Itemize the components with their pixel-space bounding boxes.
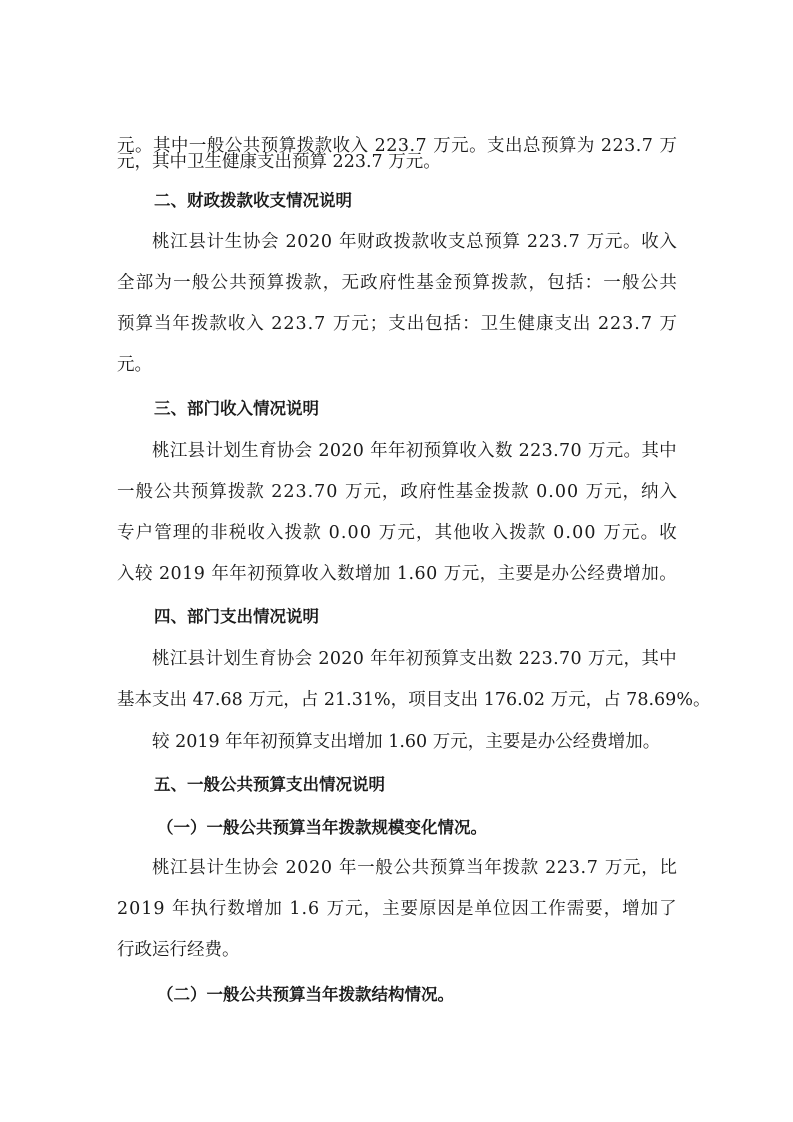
section-heading: 二、财政拨款收支情况说明 <box>154 191 352 210</box>
paragraph-line: 桃 江 县 计 划 生 育 协 会 2 0 2 0 年 年 初 预 算 支 出 数 2 2 3 . 7 0 万 元 ， 其 中 <box>152 649 677 669</box>
paragraph-line: 桃 江 县 计 划 生 育 协 会 2 0 2 0 年 年 初 预 算 收 入 数 2 2 3 . 7 0 万 元 。 其 中 <box>152 441 677 461</box>
section-heading: 三、部门收入情况说明 <box>154 399 319 418</box>
paragraph-line: 基 本 支 出 4 7 . 6 8 万 元 ， 占 2 1 . 3 1 % ， 项 目 支 出 1 7 6 . 0 2 万 元 ， 占 7 8 . 6 9 % 。 <box>117 690 711 710</box>
paragraph-line: 全 部 为 一 般 公 共 预 算 拨 款 ， 无 政 府 性 基 金 预 算 拨 款 ， 包 括 ： 一 般 公 共 <box>117 273 677 293</box>
section-heading: 四、部门支出情况说明 <box>154 607 319 626</box>
subsection-heading: （二）一般公共预算当年拨款结构情况。 <box>157 985 454 1004</box>
paragraph-line: 专 户 管 理 的 非 税 收 入 拨 款 0 . 0 0 万 元 ， 其 他 收 入 拨 款 0 . 0 0 万 元 。 收 <box>117 523 677 543</box>
paragraph-line: 行政运行经费。 <box>117 940 240 960</box>
subsection-heading: （一）一般公共预算当年拨款规模变化情况。 <box>157 818 487 837</box>
paragraph-line: 桃 江 县 计 生 协 会 2 0 2 0 年 一 般 公 共 预 算 当 年 拨 款 2 2 3 . 7 万 元 ， 比 <box>152 858 677 878</box>
paragraph-line: 一 般 公 共 预 算 拨 款 2 2 3 . 7 0 万 元 ， 政 府 性 基 金 拨 款 0 . 0 0 万 元 ， 纳 入 <box>117 482 677 502</box>
paragraph-line: 元 。 其 中 一 般 公 共 预 算 拨 款 收 入 2 2 3 . 7 万 元 。 支 出 总 预 算 为 2 2 3 . 7 万 <box>117 136 677 156</box>
paragraph-line: 2 0 1 9 年 执 行 数 增 加 1 . 6 万 元 ， 主 要 原 因 是 单 位 因 工 作 需 要 ， 增 加 了 <box>117 899 677 919</box>
paragraph-line: 较 2019 年年初预算支出增加 1.60 万元，主要是办公经费增加。 <box>152 732 661 752</box>
paragraph-line: 入 较 2 0 1 9 年 年 初 预 算 收 入 数 增 加 1 . 6 0 万 元 ， 主 要 是 办 公 经 费 增 加 。 <box>117 564 677 584</box>
paragraph-line: 元。 <box>117 355 152 375</box>
paragraph-line: 桃 江 县 计 生 协 会 2 0 2 0 年 财 政 拨 款 收 支 总 预 算 2 2 3 . 7 万 元 。 收 入 <box>152 232 677 252</box>
paragraph-line: 预 算 当 年 拨 款 收 入 2 2 3 . 7 万 元 ； 支 出 包 括 ： 卫 生 健 康 支 出 2 2 3 . 7 万 <box>117 314 677 334</box>
section-heading: 五、一般公共预算支出情况说明 <box>154 775 385 794</box>
paragraph-line: 元，其中卫生健康支出预算 223.7 万元。 <box>117 152 441 172</box>
